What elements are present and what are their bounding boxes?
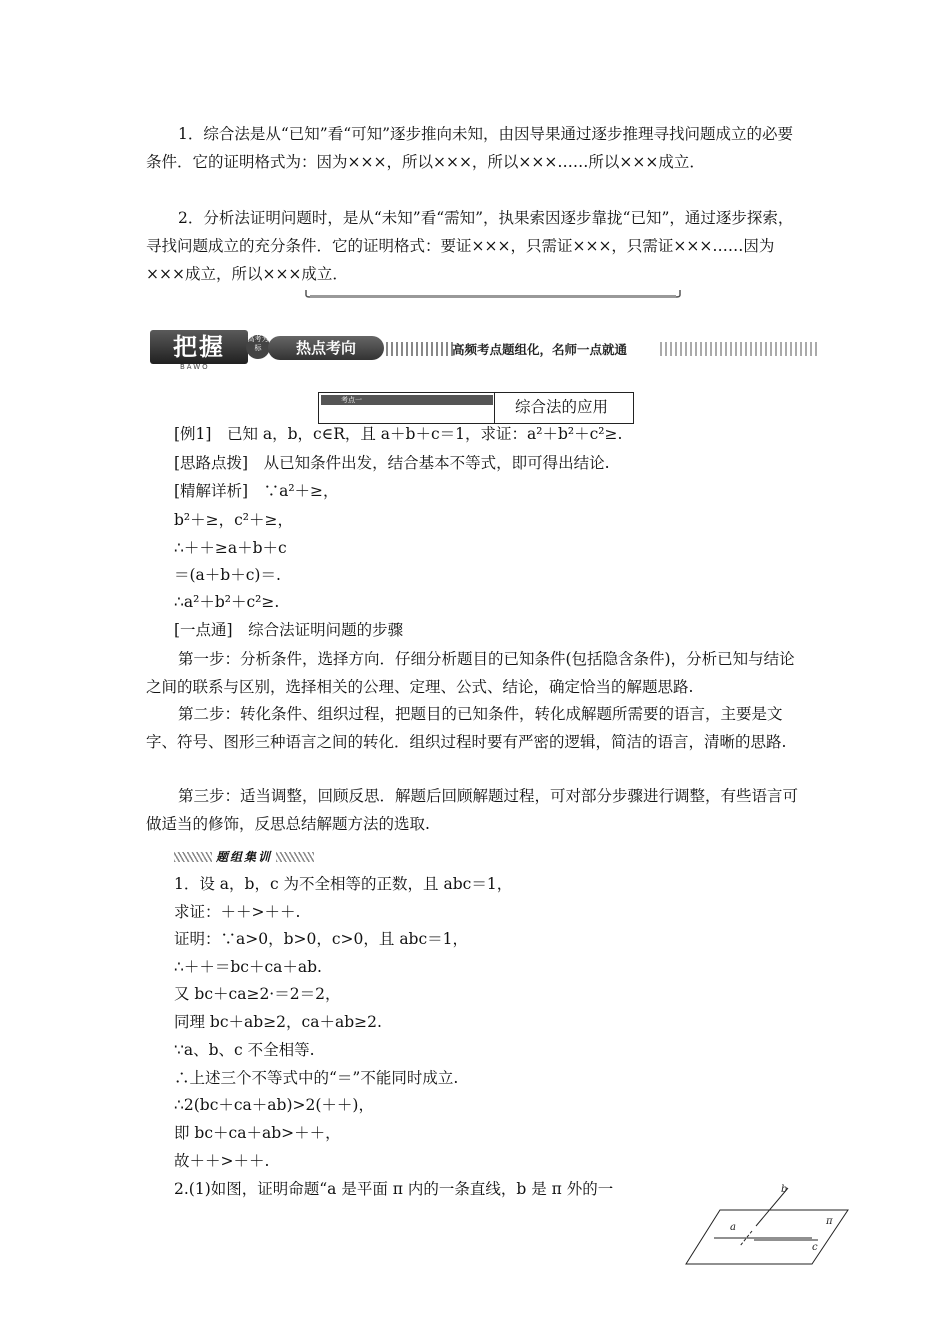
group-training-header <box>174 846 314 864</box>
example-solution-line-5: ∴a²＋b²＋c²≥. <box>174 593 280 611</box>
exercise-line: 同理 bc＋ab≥2，ca＋ab≥2. <box>174 1013 382 1031</box>
banner-slogan: 高频考点题组化，名师一点就通 <box>452 342 628 357</box>
exercise-line: 即 bc＋ca＋ab>＋＋， <box>174 1124 341 1142</box>
summary-paragraph-1: 1．综合法是从“已知”看“可知”逐步推向未知，由因导果通过逐步推理寻找问题成立的必要条件．它的证明格式为：因为×××，所以×××，所以×××……所以×××成立． <box>146 125 794 171</box>
summary-paragraph-2: 2．分析法证明问题时，是从“未知”看“需知”，执果索因逐步靠拢“已知”，通过逐步探索，寻找问题成立的充分条件．它的证明格式：要证×××，只需证×××，只需证×××……因为×××成立，所以×××成立． <box>146 209 794 283</box>
banner-main-label: 把握 <box>150 330 248 364</box>
label-b: b <box>781 1184 788 1195</box>
group-stripe-left <box>174 852 212 862</box>
banner-title: 热点考向 <box>268 336 384 360</box>
step-2: 第二步：转化条件、组织过程，把题目的已知条件，转化成解题所需要的语言，主要是文字、符号、图形三种语言之间的转化．组织过程时要有严密的逻辑，简洁的语言，清晰的思路. <box>146 705 787 751</box>
exercise-line: 证明：∵a>0，b>0，c>0，且 abc＝1， <box>174 930 469 948</box>
example-heading: [例1] 已知 a，b，c∈R，且 a＋b＋c＝1，求证：a²＋b²＋c²≥. <box>174 425 623 443</box>
step-3: 第三步：适当调整，回顾反思．解题后回顾解题过程，可对部分步骤进行调整，有些语言可做适当的修饰，反思总结解题方法的选取. <box>146 787 799 833</box>
banner-stripes-left <box>386 342 454 356</box>
exercise-line: 1．设 a，b，c 为不全相等的正数，且 abc＝1， <box>174 875 513 893</box>
plane-lines-figure <box>680 1178 850 1278</box>
label-pi: π <box>826 1216 833 1227</box>
exercise-line: ∴＋＋＝bc＋ca＋ab. <box>174 958 322 976</box>
section-divider-bracket <box>304 289 682 299</box>
topic-divider <box>494 393 495 423</box>
label-a: a <box>730 1222 736 1233</box>
example-solution-line-3: ∴＋＋≥a＋b＋c <box>174 539 287 557</box>
exercise-line: 求证：＋＋>＋＋. <box>174 903 301 921</box>
step-1: 第一步：分析条件，选择方向．仔细分析题目的已知条件(包括隐含条件)，分析已知与结论之间的联系与区别，选择相关的公理、定理、公式、结论，确定恰当的解题思路. <box>146 650 795 696</box>
banner-stripes-right <box>660 342 818 356</box>
exercise-line: 又 bc＋ca≥2·＝2＝2， <box>174 985 341 1003</box>
banner-pinyin: BAWO <box>180 363 210 371</box>
banner-tag: 高考为标 <box>246 335 270 359</box>
example-solution-line-1: [精解详析] ∵a²＋≥， <box>174 482 339 500</box>
exercise-line: 2.(1)如图，证明命题“a 是平面 π 内的一条直线，b 是 π 外的一 <box>174 1180 614 1198</box>
group-training-title: 题组集训 <box>216 850 273 864</box>
exercise-line: 故＋＋>＋＋. <box>174 1152 270 1170</box>
exercise-line: ∴2(bc＋ca＋ab)>2(＋＋)， <box>174 1096 374 1114</box>
topic-box <box>318 392 634 424</box>
exercise-line: ∴上述三个不等式中的“＝”不能同时成立. <box>174 1069 459 1087</box>
section-banner <box>150 330 818 370</box>
key-point-heading: [一点通] 综合法证明问题的步骤 <box>174 621 404 639</box>
label-c: c <box>812 1242 818 1253</box>
example-hint: [思路点拨] 从已知条件出发，结合基本不等式，即可得出结论. <box>174 454 610 472</box>
example-solution-line-2: b²＋≥，c²＋≥， <box>174 511 294 529</box>
group-stripe-right <box>276 852 314 862</box>
exercise-line: ∵a、b、c 不全相等. <box>174 1041 315 1059</box>
example-solution-line-4: ＝(a＋b＋c)＝. <box>174 566 281 584</box>
topic-title: 综合法的应用 <box>515 398 609 416</box>
topic-tag: 考点一 <box>321 395 493 405</box>
